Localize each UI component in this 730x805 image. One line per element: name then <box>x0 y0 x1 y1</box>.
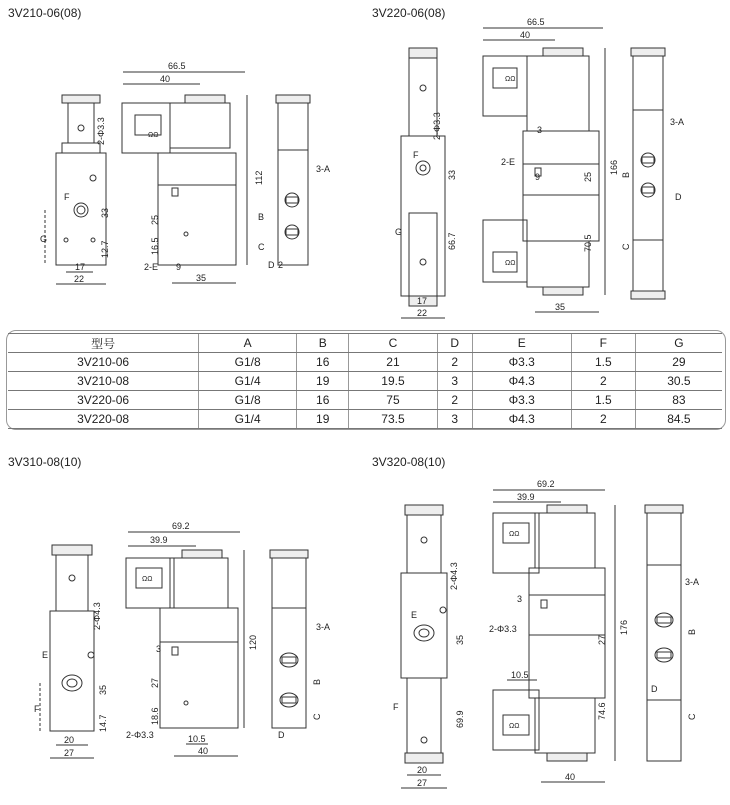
label-27-4: 27 <box>417 778 428 788</box>
table-cell: 3V220-08 <box>8 410 199 429</box>
label-port-e-3: 2-Φ4.3 <box>92 602 102 630</box>
label-g-2: G <box>395 227 403 237</box>
end-view-3v310 <box>270 550 308 728</box>
label-b-2: B <box>621 171 631 178</box>
side-view-3v220 <box>401 48 445 306</box>
label-3: 3 <box>537 125 543 135</box>
label-35-4: 35 <box>455 634 465 645</box>
label-9-2: 9 <box>535 172 541 182</box>
label-3-a-3: 3-A <box>316 622 331 632</box>
table-cell: 2 <box>571 372 635 391</box>
diagram-3v220 <box>365 0 730 325</box>
table-cell: 19 <box>297 372 349 391</box>
label-2: 2 <box>278 260 284 270</box>
end-view-3v220 <box>631 48 665 299</box>
table-cell: 2 <box>437 353 472 372</box>
table-cell: Φ4.3 <box>472 372 571 391</box>
label-40-3: 40 <box>198 746 209 756</box>
label-35-3: 35 <box>98 684 108 695</box>
label-17: 17 <box>75 262 86 272</box>
label-17-2: 17 <box>417 296 428 306</box>
label-176: 176 <box>619 619 629 635</box>
label-25-2: 25 <box>583 171 593 182</box>
coil-label-2a: ΩΩ <box>505 76 516 83</box>
label-12-7: 12.7 <box>100 240 110 258</box>
table-cell: 3 <box>437 410 472 429</box>
label-e-3: E <box>42 650 49 660</box>
label-69-2: 69.2 <box>172 521 190 531</box>
table-cell: 3V210-06 <box>8 353 199 372</box>
label-3-a: 3-A <box>316 164 331 174</box>
label-33-2: 33 <box>447 169 457 180</box>
table-cell: 30.5 <box>635 372 722 391</box>
label-10-5-4: 10.5 <box>511 670 529 680</box>
table-cell: 3 <box>437 372 472 391</box>
table-cell: 75 <box>349 391 437 410</box>
label-f: F <box>64 192 70 202</box>
table-cell: 3V210-08 <box>8 372 199 391</box>
label-74-6: 74.6 <box>597 702 607 720</box>
label-22-2: 22 <box>417 308 428 318</box>
table-cell: 16 <box>297 353 349 372</box>
front-view-3v220 <box>483 48 599 295</box>
coil-label-4a: ΩΩ <box>509 531 520 538</box>
end-view-3v210 <box>276 95 310 265</box>
label-d-4: D <box>651 684 658 694</box>
label-c-4: C <box>687 713 697 720</box>
label-f-4: F <box>393 702 399 712</box>
label-port-e-4: 2-Φ4.3 <box>449 562 459 590</box>
label-66-5-2: 66.5 <box>527 17 545 27</box>
table-cell: 29 <box>635 353 722 372</box>
table-cell: 3V220-06 <box>8 391 199 410</box>
coil-label-3: ΩΩ <box>142 576 153 583</box>
label-14-7: 14.7 <box>98 714 108 732</box>
label-10-5: 10.5 <box>188 734 206 744</box>
table-row <box>8 391 722 410</box>
coil-label-4b: ΩΩ <box>509 723 520 730</box>
coil-label-2b: ΩΩ <box>505 260 516 267</box>
label-2-e: 2-E <box>144 262 159 272</box>
label-c-3: C <box>312 713 322 720</box>
table-cell: G1/4 <box>199 410 297 429</box>
label-69-2-4: 69.2 <box>537 479 555 489</box>
label-c: C <box>258 242 265 252</box>
title-3v310: 3V310-08(10) <box>8 455 82 469</box>
label-3-3: 3 <box>156 644 162 654</box>
label-22: 22 <box>74 274 85 284</box>
table-cell: 73.5 <box>349 410 437 429</box>
label-9: 9 <box>176 262 182 272</box>
label-port-e-2: 2-Φ3.3 <box>432 112 442 140</box>
label-f-2: F <box>413 150 419 160</box>
label-27: 27 <box>64 748 75 758</box>
col-header: A <box>199 334 297 353</box>
label-b: B <box>258 212 265 222</box>
label-2-phi-3-3: 2-Φ3.3 <box>126 730 154 740</box>
side-view-3v310 <box>40 545 94 731</box>
label-18-6: 18.6 <box>150 707 160 725</box>
label-d-2: D <box>675 192 682 202</box>
title-3v320: 3V320-08(10) <box>372 455 446 469</box>
col-header: E <box>472 334 571 353</box>
label-70-5: 70.5 <box>583 234 593 252</box>
table-cell: 19.5 <box>349 372 437 391</box>
label-20: 20 <box>64 735 75 745</box>
label-66-7: 66.7 <box>447 232 457 250</box>
title-3v220: 3V220-06(08) <box>372 6 446 20</box>
diagram-3v310 <box>0 470 365 805</box>
table-cell: 1.5 <box>571 391 635 410</box>
table-cell: 2 <box>437 391 472 410</box>
title-3v210: 3V210-06(08) <box>8 6 82 20</box>
col-header: F <box>571 334 635 353</box>
label-e-4: E <box>411 610 418 620</box>
label-3-4: 3 <box>517 594 523 604</box>
label-g: G <box>40 234 48 244</box>
table-cell: Φ3.3 <box>472 391 571 410</box>
col-header: B <box>297 334 349 353</box>
label-d: D <box>268 260 275 270</box>
label-27-4b: 27 <box>597 634 607 645</box>
label-2-phi-3-3-4: 2-Φ3.3 <box>489 624 517 634</box>
label-39-9: 39.9 <box>150 535 168 545</box>
table-header-row <box>8 334 722 353</box>
label-d-3: D <box>278 730 285 740</box>
label-25: 25 <box>150 214 160 225</box>
table-row <box>8 410 722 429</box>
label-20-4: 20 <box>417 765 428 775</box>
coil-label: ΩΩ <box>148 132 159 139</box>
label-40-2: 40 <box>520 30 531 40</box>
spec-table <box>8 333 722 429</box>
side-view-3v320 <box>401 505 447 763</box>
table-cell: 84.5 <box>635 410 722 429</box>
label-66-5: 66.5 <box>168 61 186 71</box>
label-40: 40 <box>160 74 171 84</box>
label-166: 166 <box>609 159 619 175</box>
label-35: 35 <box>196 273 207 283</box>
front-view-3v210 <box>122 95 236 265</box>
table-cell: 1.5 <box>571 353 635 372</box>
label-3-a-2: 3-A <box>670 117 685 127</box>
table-cell: 19 <box>297 410 349 429</box>
diagram-3v210 <box>0 0 365 320</box>
label-b-4: B <box>687 628 697 635</box>
table-cell: 16 <box>297 391 349 410</box>
label-c-2: C <box>621 243 631 250</box>
col-header: G <box>635 334 722 353</box>
table-cell: G1/8 <box>199 353 297 372</box>
label-16-5: 16.5 <box>150 237 160 255</box>
label-69-9: 69.9 <box>455 710 465 728</box>
label-port-e: 2-Φ3.3 <box>96 117 106 145</box>
table-cell: 83 <box>635 391 722 410</box>
label-39-9-4: 39.9 <box>517 492 535 502</box>
table-cell: Φ4.3 <box>472 410 571 429</box>
label-40-4: 40 <box>565 772 576 782</box>
col-header: D <box>437 334 472 353</box>
table-row <box>8 353 722 372</box>
diagram-3v320 <box>365 470 730 805</box>
table-cell: Φ3.3 <box>472 353 571 372</box>
label-3-a-4: 3-A <box>685 577 700 587</box>
label-120: 120 <box>248 634 258 650</box>
table-cell: G1/4 <box>199 372 297 391</box>
table-cell: 2 <box>571 410 635 429</box>
table-row <box>8 372 722 391</box>
label-27-3: 27 <box>150 677 160 688</box>
table-cell: G1/8 <box>199 391 297 410</box>
col-header: C <box>349 334 437 353</box>
label-b-3: B <box>312 678 322 685</box>
label-f-3: F <box>34 704 40 714</box>
col-header: 型号 <box>8 334 199 353</box>
label-112: 112 <box>254 170 264 185</box>
label-35-2: 35 <box>555 302 566 312</box>
end-view-3v320 <box>645 505 683 761</box>
label-2-e-2: 2-E <box>501 157 516 167</box>
label-33: 33 <box>100 207 110 218</box>
table-cell: 21 <box>349 353 437 372</box>
